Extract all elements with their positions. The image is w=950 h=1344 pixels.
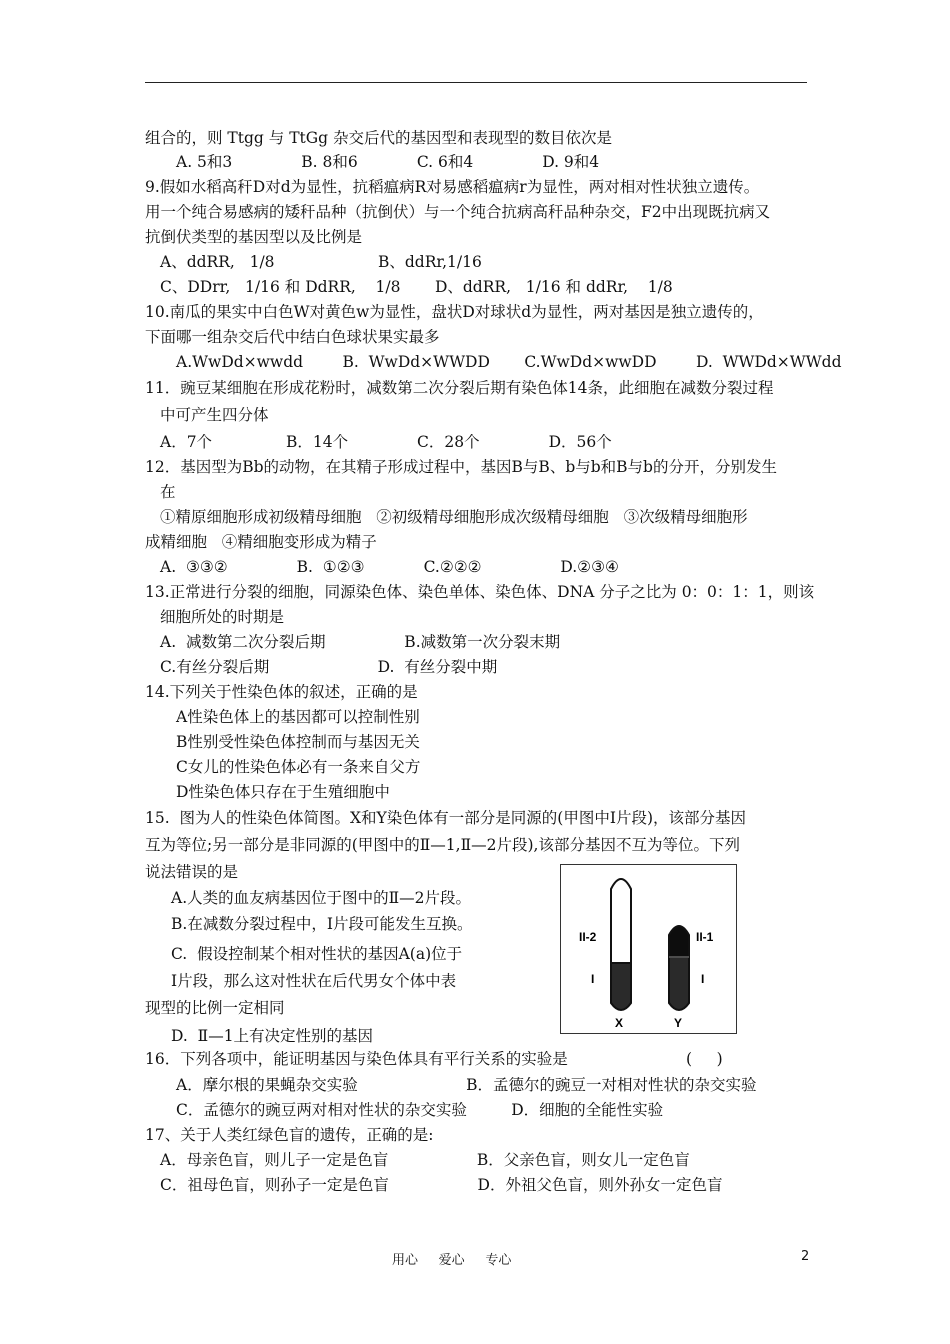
text-line: D. Ⅱ—1上有决定性别的基因 — [171, 1027, 374, 1045]
text-line: B性别受性染色体控制而与基因无关 — [176, 733, 420, 751]
text-line: B.在减数分裂过程中，Ⅰ片段可能发生互换。 — [171, 915, 473, 933]
text-line: C.有丝分裂后期 D. 有丝分裂中期 — [160, 658, 498, 676]
text-line: 抗倒伏类型的基因型以及比例是 — [145, 228, 363, 246]
text-line: C．孟德尔的豌豆两对相对性状的杂交实验 D．细胞的全能性实验 — [176, 1101, 664, 1119]
y-chromosome-segment-i — [669, 957, 689, 1010]
text-line: ①精原细胞形成初级精母细胞 ②初级精母细胞形成次级精母细胞 ③次级精母细胞形 — [160, 508, 748, 526]
text-line: A．摩尔根的果蝇杂交实验 B．孟德尔的豌豆一对相对性状的杂交实验 — [176, 1076, 757, 1094]
text-line: A. 5和3 B. 8和6 C. 6和4 D. 9和4 — [176, 153, 600, 171]
text-line: 互为等位;另一部分是非同源的(甲图中的Ⅱ—1,Ⅱ—2片段),该部分基因不互为等位。下列 — [145, 836, 740, 854]
text-line: C女儿的性染色体必有一条来自父方 — [176, 758, 421, 776]
text-line: 15. 图为人的性染色体简图。X和Y染色体有一部分是同源的(甲图中Ⅰ片段)，该部分基因 — [145, 809, 746, 827]
text-line: A性染色体上的基因都可以控制性别 — [176, 708, 420, 726]
text-line: C．祖母色盲，则孙子一定是色盲 D．外祖父色盲，则外孙女一定色盲 — [160, 1176, 723, 1194]
label-i-right: I — [701, 972, 705, 986]
text-line: C. 假设控制某个相对性状的基因A(a)位于 — [171, 945, 463, 963]
y-chromosome-segment-ii1 — [669, 926, 689, 957]
page-number: 2 — [801, 1249, 810, 1264]
text-line: 17、关于人类红绿色盲的遗传，正确的是: — [145, 1126, 434, 1144]
text-line: 在 — [160, 483, 176, 501]
sex-chromosome-figure — [560, 864, 737, 1034]
text-line: 11．豌豆某细胞在形成花粉时，减数第二次分裂后期有染色体14条，此细胞在减数分裂过程 — [145, 379, 774, 397]
text-line: 说法错误的是 — [145, 863, 239, 881]
x-chromosome-segment-i — [611, 963, 631, 1010]
text-line: 中可产生四分体 — [160, 406, 269, 424]
footer-motto: 用心 爱心 专心 — [392, 1253, 512, 1268]
text-line: A. ③③② B. ①②③ C.②②② D.②③④ — [160, 558, 619, 576]
text-line: C、DDrr, 1/16 和 DdRR, 1/8 D、ddRR, 1/16 和 ddRr, 1/8 — [160, 278, 673, 296]
text-line: 16．下列各项中，能证明基因与染色体具有平行关系的实验是 ( ) — [145, 1050, 723, 1068]
text-line: Ⅰ片段，那么这对性状在后代男女个体中表 — [171, 972, 457, 990]
text-line: 12．基因型为Bb的动物，在其精子形成过程中，基因B与B、b与b和B与b的分开，分别发生 — [145, 458, 777, 476]
text-line: 10.南瓜的果实中白色W对黄色w为显性，盘状D对球状d为显性，两对基因是独立遗传的， — [145, 303, 764, 321]
label-y: Y — [674, 1016, 683, 1030]
text-line: 13.正常进行分裂的细胞，同源染色体、染色单体、染色体、DNA 分子之比为 0：0：1：1，则该 — [145, 583, 815, 601]
text-line: 下面哪一组杂交后代中结白色球状果实最多 — [145, 328, 440, 346]
label-ii2: II-2 — [579, 930, 597, 944]
text-line: A. 减数第二次分裂后期 B.减数第一次分裂末期 — [160, 633, 561, 651]
label-i-left: I — [591, 972, 595, 986]
text-line: D性染色体只存在于生殖细胞中 — [176, 783, 390, 801]
text-line: 成精细胞 ④精细胞变形成为精子 — [145, 533, 377, 551]
text-line: A．7个 B．14个 C．28个 D．56个 — [160, 433, 612, 451]
header-rule — [145, 82, 807, 83]
text-line: A．母亲色盲，则儿子一定是色盲 B．父亲色盲，则女儿一定色盲 — [160, 1151, 690, 1169]
text-line: A.WwDd×wwdd B. WwDd×WWDD C.WwDd×wwDD D. WWDd×WWdd — [176, 353, 842, 371]
text-line: A、ddRR, 1/8 B、ddRr,1/16 — [160, 253, 482, 271]
text-line: 14.下列关于性染色体的叙述，正确的是 — [145, 683, 418, 701]
text-line: 用一个纯合易感病的矮秆品种（抗倒伏）与一个纯合抗病高秆品种杂交，F2中出现既抗病又 — [145, 203, 771, 221]
chromosome-diagram — [561, 865, 736, 1033]
text-line: 现型的比例一定相同 — [145, 999, 285, 1017]
text-line: 组合的，则 Ttgg 与 TtGg 杂交后代的基因型和表现型的数目依次是 — [145, 129, 612, 147]
text-line: 细胞所处的时期是 — [160, 608, 285, 626]
text-line: 9.假如水稻高秆D对d为显性，抗稻瘟病R对易感稻瘟病r为显性，两对相对性状独立遗传。 — [145, 178, 760, 196]
text-line: A.人类的血友病基因位于图中的Ⅱ—2片段。 — [171, 889, 472, 907]
x-chromosome-segment-ii2 — [611, 879, 631, 963]
label-x: X — [615, 1016, 624, 1030]
label-ii1: II-1 — [696, 930, 714, 944]
